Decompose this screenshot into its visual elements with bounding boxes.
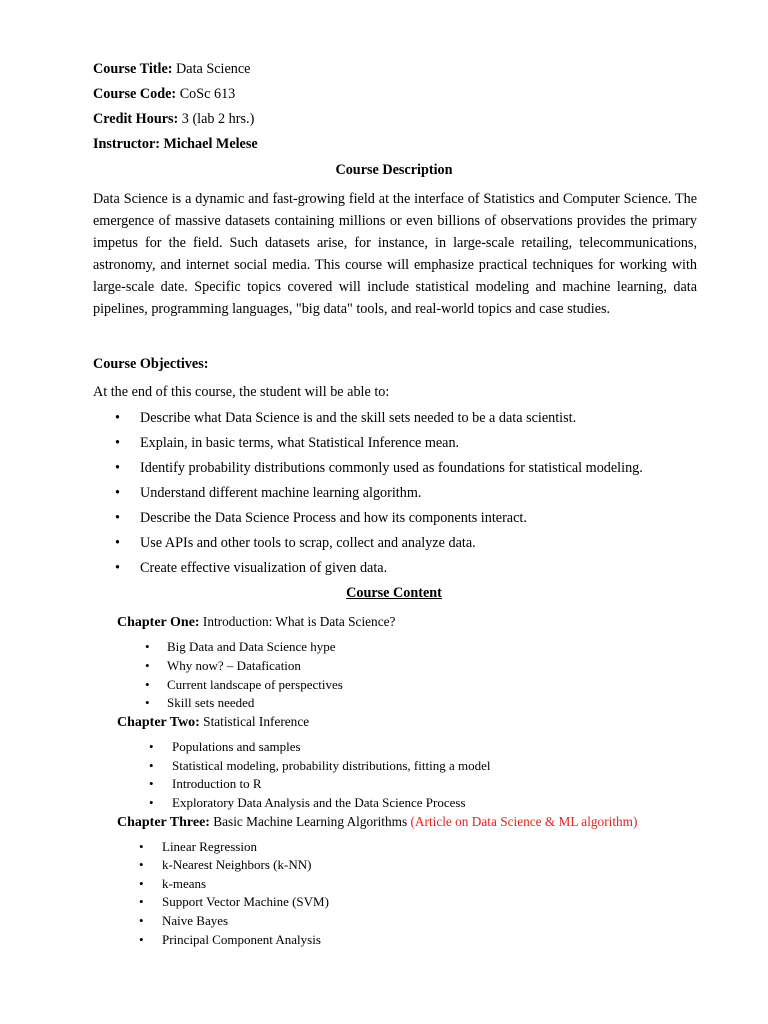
objective-item: • Identify probability distributions commonly used as foundations for statistical modeling. [115, 460, 643, 476]
article-note-link: (Article on Data Science & ML algorithm) [410, 814, 638, 829]
list-item: • Naive Bayes [139, 913, 229, 928]
bullet-icon: • [115, 460, 120, 476]
bullet-icon: • [145, 639, 150, 654]
chapter-title: Statistical Inference [203, 714, 310, 729]
bullet-icon: • [149, 739, 154, 754]
list-item: • Current landscape of perspectives [145, 677, 343, 692]
objective-item: • Understand different machine learning algorithm. [115, 485, 422, 501]
bullet-icon: • [115, 410, 120, 426]
objective-item: • Create effective visualization of given data. [115, 560, 388, 576]
list-item: • Skill sets needed [145, 695, 255, 710]
bullet-icon: • [115, 560, 120, 576]
chapter-title: Introduction: What is Data Science? [202, 614, 396, 629]
course-content-heading: Course Content [346, 585, 442, 601]
list-item: • Introduction to R [149, 776, 262, 791]
bullet-icon: • [139, 913, 144, 928]
course-code-label: Course Code: [93, 86, 177, 102]
list-item: • Exploratory Data Analysis and the Data Science Process [149, 795, 466, 810]
bullet-icon: • [145, 658, 150, 673]
bullet-icon: • [149, 776, 154, 791]
bullet-icon: • [139, 876, 144, 891]
chapter-two-heading [117, 714, 309, 731]
course-description-text: Data Science is a dynamic and fast-growing field at the interface of Statistics and Computer Science. The emergence of massive datasets containing millions or even billions of observations provides the primary impetus for the field. Such datasets arise, for instance, in large-scale retailing, telecommunications, astronomy, and internet social media. This course will emphasize practical techniques for working with large-scale date. Specific topics covered will include statistical modeling and machine learning, data pipelines, programming languages, "big data" tools, and real-world topics and case studies. [93, 191, 697, 317]
objectives-heading: Course Objectives: [93, 356, 209, 372]
objective-item: • Describe the Data Science Process and how its components interact. [115, 510, 527, 526]
instructor-line [93, 136, 258, 152]
bullet-icon: • [145, 695, 150, 710]
objective-item: • Explain, in basic terms, what Statistical Inference mean. [115, 435, 460, 451]
bullet-icon: • [139, 932, 144, 947]
chapter-label: Chapter Two: [117, 715, 200, 730]
bullet-icon: • [139, 839, 144, 854]
objective-item: • Use APIs and other tools to scrap, collect and analyze data. [115, 535, 476, 551]
bullet-icon: • [139, 894, 144, 909]
chapter-three-heading [117, 814, 637, 831]
credit-hours-value: 3 (lab 2 hrs.) [181, 111, 255, 127]
bullet-icon: • [115, 435, 120, 451]
credit-hours-line [93, 111, 254, 127]
list-item: • Principal Component Analysis [139, 932, 321, 947]
list-item: • k-means [139, 876, 207, 891]
bullet-icon: • [139, 857, 144, 872]
bullet-icon: • [115, 535, 120, 551]
bullet-icon: • [115, 510, 120, 526]
course-code-line [93, 86, 235, 102]
objective-item: • Describe what Data Science is and the skill sets needed to be a data scientist. [115, 410, 577, 426]
chapter-one-heading [117, 614, 395, 631]
bullet-icon: • [145, 677, 150, 692]
course-title-line [93, 61, 250, 77]
chapter-title: Basic Machine Learning Algorithms [213, 814, 408, 829]
course-title-value: Data Science [176, 61, 251, 77]
list-item: • Support Vector Machine (SVM) [139, 894, 329, 909]
credit-hours-label: Credit Hours: [93, 111, 179, 127]
instructor-value: Michael Melese [163, 136, 258, 152]
course-title-label: Course Title: [93, 61, 173, 77]
list-item: • Populations and samples [149, 739, 301, 754]
chapter-label: Chapter One: [117, 615, 200, 630]
list-item: • Big Data and Data Science hype [145, 639, 336, 654]
list-item: • k-Nearest Neighbors (k-NN) [139, 857, 312, 872]
list-item: • Linear Regression [139, 839, 257, 854]
bullet-icon: • [149, 795, 154, 810]
course-description-heading: Course Description [335, 162, 453, 178]
objectives-intro: At the end of this course, the student will be able to: [93, 384, 390, 400]
course-code-value: CoSc 613 [179, 86, 236, 102]
list-item: • Statistical modeling, probability distributions, fitting a model [149, 758, 491, 773]
bullet-icon: • [149, 758, 154, 773]
list-item: • Why now? – Datafication [145, 658, 301, 673]
bullet-icon: • [115, 485, 120, 501]
instructor-label: Instructor: [93, 136, 160, 152]
chapter-label: Chapter Three: [117, 815, 210, 830]
